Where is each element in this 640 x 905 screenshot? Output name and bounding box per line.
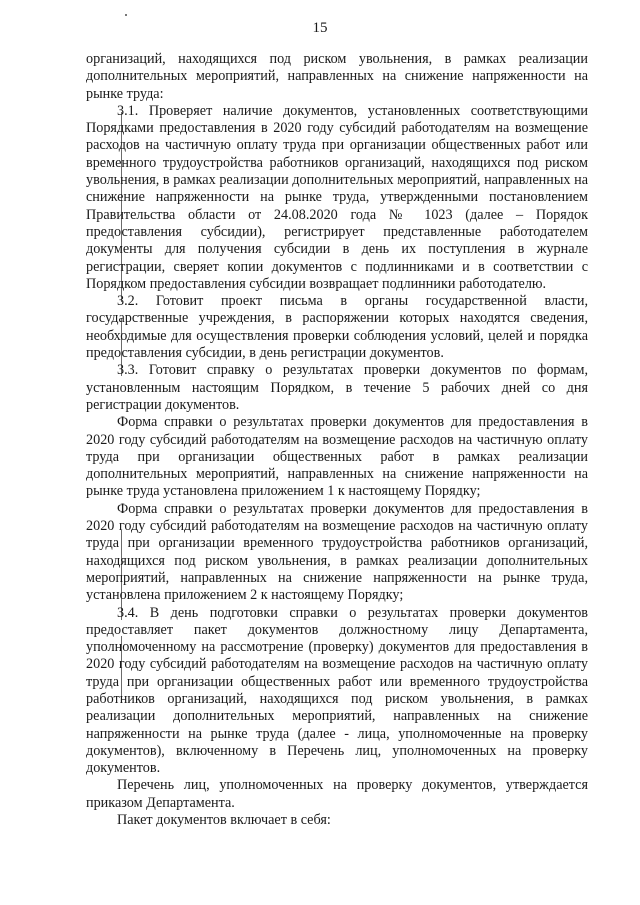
paragraph: Перечень лиц, уполномоченных на проверку документов, утверждается приказом Департамента.	[86, 777, 588, 811]
paragraph: Пакет документов включает в себя:	[117, 812, 331, 829]
paragraph: 3.3. Готовит справку о результатах проверки документов по формам, установленным настоящим Порядком, в течение 5 рабочих дней со дня регистрации документов.	[86, 362, 588, 413]
paragraph: 3.4. В день подготовки справки о результатах проверки документов предоставляет пакет документов должностному лицу Департамента, уполномоченному на рассмотрение (проверку) документов для предоставления в 2020 году субсидий работодателям на возмещение расходов на частичную оплату труда при организации общественных работ или временного трудоустройства работников организаций, находящихся под риском увольнения, в рамках реализации дополнительных мероприятий, направленных на снижение напряженности на рынке труда (далее - лица, уполномоченные на проверку документов), включенному в Перечень лиц, уполномоченных на проверку документов.	[86, 604, 588, 777]
paragraph: 3.2. Готовит проект письма в органы государственной власти, государственные учреждения, в распоряжении которых находятся сведения, необходимые для осуществления проверки соблюдения условий, целей и порядка предоставления субсидии, в день регистрации документов.	[86, 293, 588, 362]
document-body	[86, 51, 588, 829]
paragraph: Форма справки о результатах проверки документов для предоставления в 2020 году субсидий работодателям на возмещение расходов на частичную оплату труда при организации общественных работ в рамках реализации дополнительных мероприятий, направленных на снижение напряженности на рынке труда установлена приложением 1 к настоящему Порядку;	[86, 414, 588, 500]
scan-speck	[125, 14, 127, 16]
paragraph: организаций, находящихся под риском увольнения, в рамках реализации дополнительных мероприятий, направленных на снижение напряженности на рынке труда:	[86, 51, 588, 102]
paragraph: 3.1. Проверяет наличие документов, установленных соответствующими Порядками предоставления в 2020 году субсидий работодателям на возмещение расходов на частичную оплату труда при организации общественных работ или временного трудоустройства работников организаций, находящихся под риском увольнения, в рамках реализации дополнительных мероприятий, направленных на снижение напряженности на рынке труда, утвержденными постановлением Правительства области от 24.08.2020 года № 1023 (далее – Порядок предоставления субсидии), регистрирует представленные работодателем документы для получения субсидии в день их поступления в журнале регистрации, сверяет копии документов с подлинниками и в соответствии с Порядком предоставления субсидии возвращает подлинники работодателю.	[86, 102, 588, 292]
paragraph: Форма справки о результатах проверки документов для предоставления в 2020 году субсидий работодателям на возмещение расходов на частичную оплату труда при организации временного трудоустройства работников организаций, находящихся под риском увольнения, в рамках реализации дополнительных мероприятий, направленных на снижение напряженности на рынке труда, установлена приложением 2 к настоящему Порядку;	[86, 500, 588, 604]
page-number: 15	[312, 20, 328, 36]
